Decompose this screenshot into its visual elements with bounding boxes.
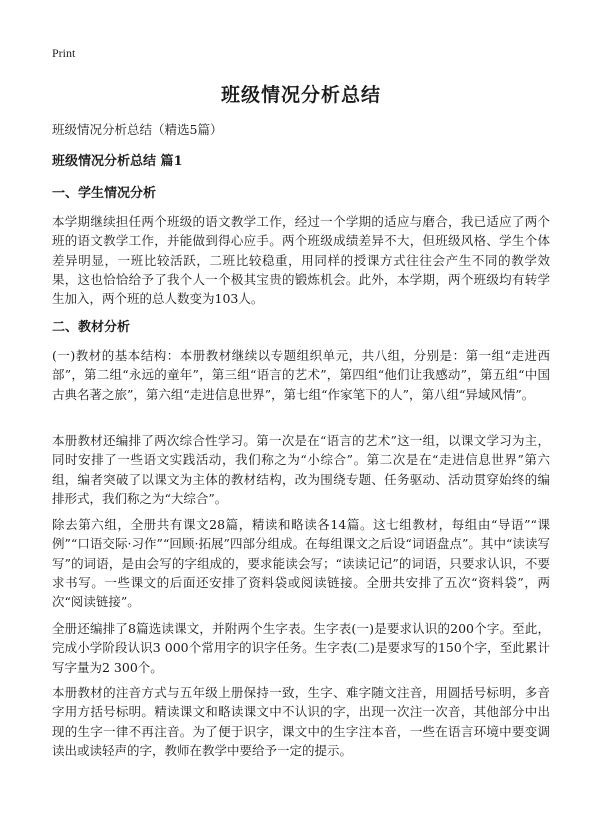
paragraph: 除去第六组，全册共有课文28篇，精读和略读各14篇。这七组教材，每组由“导语”“课例”“口语交际·习作”“回顾·拓展”四部分组成。在每组课文之后设“词语盘点”。其中“读读写写”的词语，是由会写的字组成的，要求能读会写；“读读记记”的词语，只要求认识，不要求书写。一些课文的后面还安排了资料袋或阅读链接。全册共安排了五次“资料袋”，两次“阅读链接”。 (52, 517, 550, 610)
section-heading-student-analysis: 一、学生情况分析 (52, 186, 157, 201)
paragraph: 本册教材的注音方式与五年级上册保持一致，生字、难字随文注音，用圆括号标明，多音字用方括号标明。精读课文和略读课文中不认识的字，出现一次注一次音，其他部分中出现的生字一律不再注音。为了便于识字，课文中的生字注本音，一些在语言环境中要变调读出或读轻声的字，教师在教学中要给予一定的提示。 (52, 685, 550, 758)
paragraph: 本册教材还编排了两次综合性学习。第一次是在“语言的艺术”这一组，以课文学习为主，同时安排了一些语文实践活动，我们称之为“小综合”。第二次是在“走进信息世界”第六组，编者突破了以课文为主体的教材结构，改为围绕专题、任务驱动、活动贯穿始终的编排形式，我们称之为“大综合”。 (52, 433, 550, 506)
paragraph: 本学期继续担任两个班级的语文教学工作，经过一个学期的适应与磨合，我已适应了两个班的语文教学工作，并能做到得心应手。两个班级成绩差异不大，但班级风格、学生个体差异明显，一班比较活跃，二班比较稳重，用同样的授课方式往往会产生不同的教学效果，这也恰恰给予了我个人一个极其宝贵的锻炼机会。此外，本学期，两个班级均有转学生加入，两个班的总人数变为103人。 (52, 214, 550, 307)
article-heading: 班级情况分析总结 篇1 (52, 154, 183, 169)
paragraph: (一)教材的基本结构：本册教材继续以专题组织单元，共八组，分别是：第一组“走进西部”，第二组“永远的童年”，第三组“语言的艺术”，第四组“他们让我感动”，第五组“中国古典名著之旅”，第六组“走进信息世界”，第七组“作家笔下的人”，第八组“异域风情”。 (52, 348, 550, 402)
print-link[interactable]: Print (52, 46, 76, 60)
page-title: 班级情况分析总结 (220, 84, 381, 106)
paragraph: 全册还编排了8篇选读课文，并附两个生字表。生字表(一)是要求认识的200个字。至此，完成小学阶段认识3 000个常用字的识字任务。生字表(二)是要求写的150个字，至此累计写字量为2 300个。 (52, 621, 550, 675)
section-heading-textbook-analysis: 二、教材分析 (52, 320, 131, 335)
document-subtitle: 班级情况分析总结（精选5篇） (52, 122, 223, 137)
